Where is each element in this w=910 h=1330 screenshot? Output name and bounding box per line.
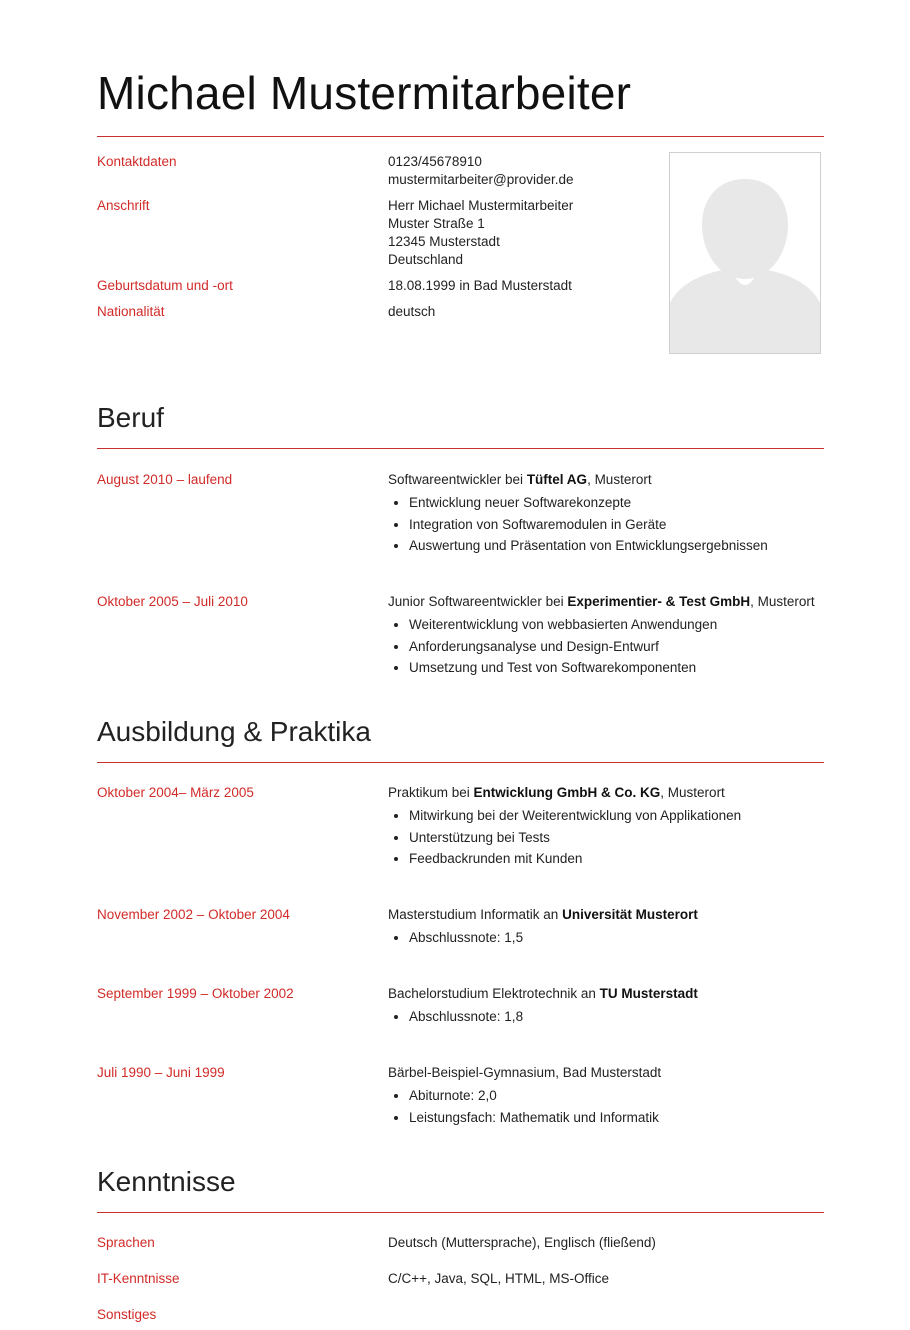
- profile-photo: [669, 152, 821, 354]
- bullet-item: • Entwicklung neuer Softwarekonzepte: [409, 492, 768, 514]
- entry-bullets: [388, 1006, 698, 1028]
- birth-label: Geburtsdatum und -ort: [97, 278, 233, 293]
- bullet-item: • Auswertung und Präsentation von Entwicklungsergebnissen: [409, 535, 768, 557]
- bullet-item: • Mitwirkung bei der Weiterentwicklung von Applikationen: [409, 805, 741, 827]
- section-divider: [97, 762, 824, 763]
- person-silhouette-icon: [670, 153, 820, 353]
- entry-heading: Masterstudium Informatik an Universität Musterort: [388, 907, 698, 922]
- entry-bullets: [388, 1085, 661, 1128]
- address-label: Anschrift: [97, 198, 150, 213]
- entry-date: August 2010 – laufend: [97, 472, 233, 487]
- address-value: [388, 197, 573, 269]
- job-entry: [388, 471, 768, 557]
- entry-bullets: [388, 927, 698, 949]
- section-title-kenntnisse: Kenntnisse: [97, 1166, 236, 1197]
- bullet-item: • Integration von Softwaremodulen in Geräte: [409, 514, 768, 536]
- bullet-item: • Abiturnote: 2,0: [409, 1085, 661, 1107]
- address-line: Herr Michael Mustermitarbeiter: [388, 198, 574, 213]
- skills-label-languages: Sprachen: [97, 1235, 155, 1250]
- entry-date: Juli 1990 – Juni 1999: [97, 1065, 225, 1080]
- education-entry: [388, 906, 698, 949]
- nationality-value: deutsch: [388, 304, 436, 319]
- section-title-ausbildung: Ausbildung & Praktika: [97, 716, 371, 747]
- entry-heading: Bachelorstudium Elektrotechnik an TU Musterstadt: [388, 986, 698, 1001]
- education-entry: [388, 784, 741, 870]
- bullet-item: • Umsetzung und Test von Softwarekomponenten: [409, 657, 815, 679]
- bullet-item: • Unterstützung bei Tests: [409, 827, 741, 849]
- address-line: Deutschland: [388, 252, 464, 267]
- birth-value: 18.08.1999 in Bad Musterstadt: [388, 278, 572, 293]
- section-divider: [97, 1212, 824, 1213]
- bullet-item: • Leistungsfach: Mathematik und Informatik: [409, 1107, 661, 1129]
- education-entry: [388, 1064, 661, 1128]
- entry-bullets: [388, 492, 768, 557]
- contact-label: Kontaktdaten: [97, 154, 177, 169]
- job-entry: [388, 593, 815, 679]
- entry-date: November 2002 – Oktober 2004: [97, 907, 290, 922]
- nationality-label: Nationalität: [97, 304, 165, 319]
- skills-value-languages: Deutsch (Muttersprache), Englisch (fließend): [388, 1235, 656, 1250]
- header-divider: [97, 136, 824, 137]
- address-line: 12345 Musterstadt: [388, 234, 500, 249]
- entry-heading: Softwareentwickler bei Tüftel AG, Musterort: [388, 472, 652, 487]
- section-title-beruf: Beruf: [97, 402, 164, 433]
- entry-bullets: [388, 614, 815, 679]
- section-divider: [97, 448, 824, 449]
- entry-date: Oktober 2005 – Juli 2010: [97, 594, 248, 609]
- address-line: Muster Straße 1: [388, 216, 485, 231]
- email-text: mustermitarbeiter@provider.de: [388, 172, 574, 187]
- bullet-item: • Abschlussnote: 1,8: [409, 1006, 698, 1028]
- entry-heading: Praktikum bei Entwicklung GmbH & Co. KG, Musterort: [388, 785, 725, 800]
- entry-bullets: [388, 805, 741, 870]
- entry-heading: Junior Softwareentwickler bei Experimentier- & Test GmbH, Musterort: [388, 594, 815, 609]
- entry-date: Oktober 2004– März 2005: [97, 785, 254, 800]
- skills-label-misc: Sonstiges: [97, 1307, 157, 1322]
- cv-name-heading: Michael Mustermitarbeiter: [97, 67, 632, 119]
- skills-label-it: IT-Kenntnisse: [97, 1271, 180, 1286]
- bullet-item: • Abschlussnote: 1,5: [409, 927, 698, 949]
- entry-date: September 1999 – Oktober 2002: [97, 986, 294, 1001]
- bullet-item: • Anforderungsanalyse und Design-Entwurf: [409, 636, 815, 658]
- phone-text: 0123/45678910: [388, 154, 482, 169]
- bullet-item: • Weiterentwicklung von webbasierten Anwendungen: [409, 614, 815, 636]
- education-entry: [388, 985, 698, 1028]
- entry-heading: Bärbel-Beispiel-Gymnasium, Bad Musterstadt: [388, 1065, 662, 1080]
- skills-value-it: C/C++, Java, SQL, HTML, MS-Office: [388, 1271, 610, 1286]
- bullet-item: • Feedbackrunden mit Kunden: [409, 848, 741, 870]
- contact-value: [388, 153, 574, 189]
